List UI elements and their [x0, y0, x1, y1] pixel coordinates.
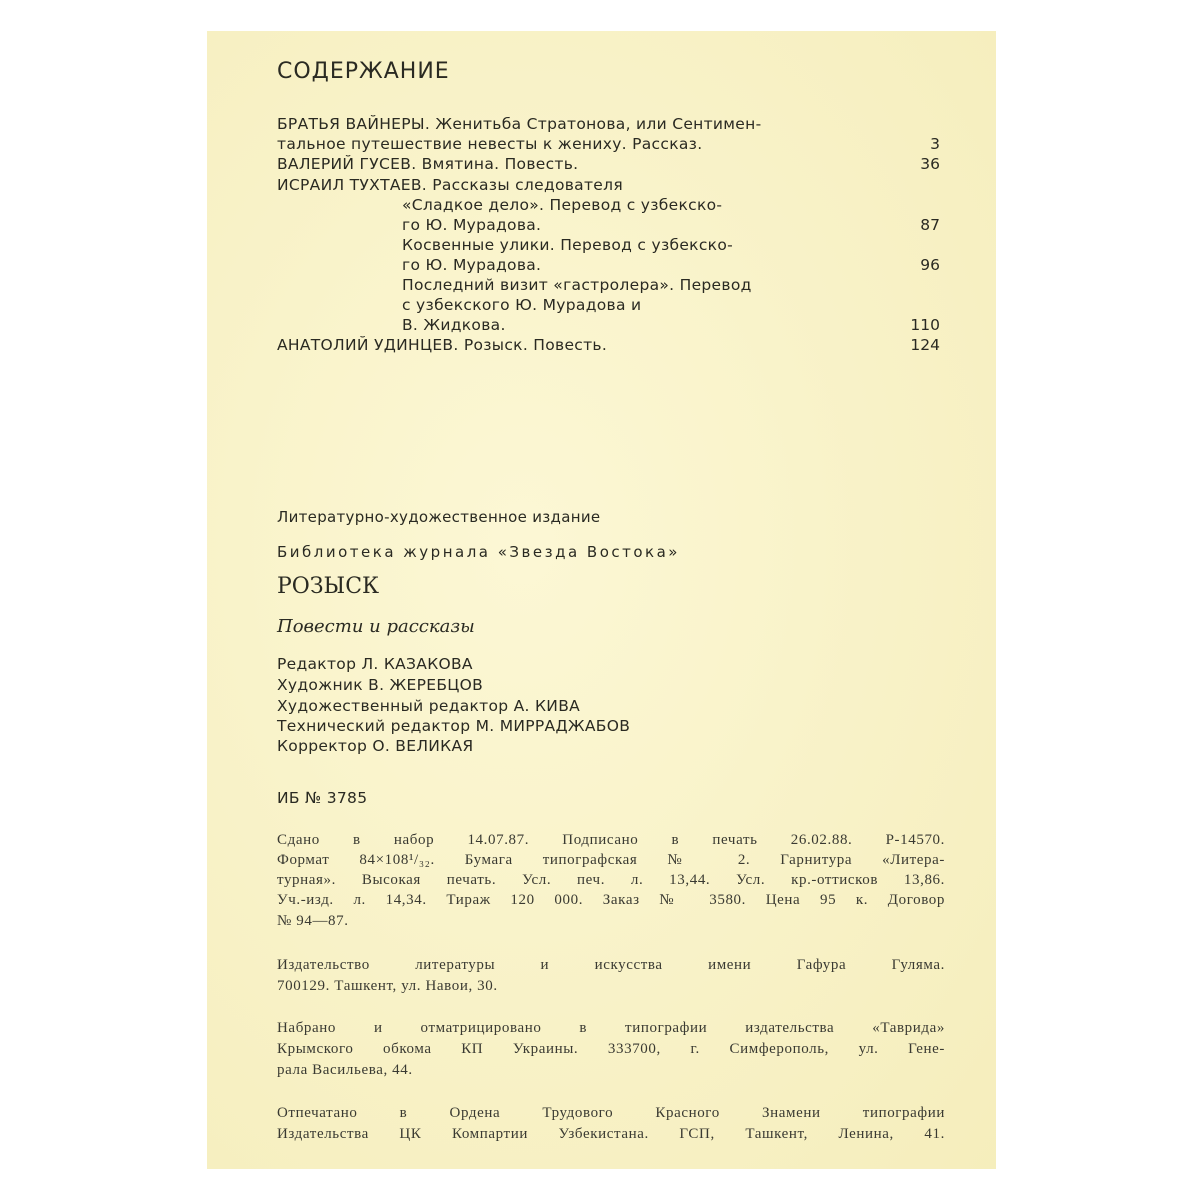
credit-line: Корректор О. ВЕЛИКАЯ — [277, 737, 474, 755]
toc-line: ВАЛЕРИЙ ГУСЕВ. Вмятина. Повесть. — [277, 155, 579, 173]
printed-line: Отпечатано в Ордена Трудового Красного Знамени типографии — [277, 1105, 945, 1121]
toc-page-number: 3 — [930, 135, 940, 153]
toc-line: го Ю. Мурадова. — [402, 216, 542, 234]
toc-page-number: 124 — [910, 336, 940, 354]
toc-line: БРАТЬЯ ВАЙНЕРЫ. Женитьба Стратонова, или Сентимен- — [277, 115, 762, 133]
typeset-line: рала Васильева, 44. — [277, 1062, 413, 1078]
print-details-line: Уч.-изд. л. 14,34. Тираж 120 000. Заказ № 3580. Цена 95 к. Договор — [277, 892, 945, 908]
credit-line: Художественный редактор А. КИВА — [277, 697, 581, 715]
toc-line: тальное путешествие невесты к жениху. Рассказ. — [277, 135, 703, 153]
book-subtitle: Повести и рассказы — [277, 616, 475, 637]
toc-page-number: 96 — [920, 256, 940, 274]
series-name: Библиотека журнала «Звезда Востока» — [277, 543, 680, 561]
book-page — [207, 31, 996, 1169]
toc-page-number: 36 — [920, 155, 940, 173]
toc-heading: СОДЕРЖАНИЕ — [277, 59, 450, 84]
toc-line: го Ю. Мурадова. — [402, 256, 542, 274]
typeset-line: Крымского обкома КП Украины. 333700, г. Симферополь, ул. Гене- — [277, 1041, 945, 1057]
typeset-line: Набрано и отматрицировано в типографии издательства «Таврида» — [277, 1020, 945, 1036]
publisher-line: 700129. Ташкент, ул. Навои, 30. — [277, 978, 498, 994]
print-details-line: Формат 84×108¹/₃₂. Бумага типографская № 2. Гарнитура «Литера- — [277, 852, 945, 868]
toc-page-number: 110 — [910, 316, 940, 334]
ib-number: ИБ № 3785 — [277, 789, 368, 807]
print-details-line: № 94—87. — [277, 913, 349, 929]
credit-line: Редактор Л. КАЗАКОВА — [277, 655, 473, 673]
toc-line: с узбекского Ю. Мурадова и — [402, 296, 642, 314]
credit-line: Технический редактор М. МИРРАДЖАБОВ — [277, 717, 631, 735]
toc-line: Последний визит «гастролера». Перевод — [402, 276, 752, 294]
credit-line: Художник В. ЖЕРЕБЦОВ — [277, 676, 484, 694]
toc-line: В. Жидкова. — [402, 316, 506, 334]
printed-line: Издательства ЦК Компартии Узбекистана. ГСП, Ташкент, Ленина, 41. — [277, 1126, 945, 1142]
toc-line: «Сладкое дело». Перевод с узбекско- — [402, 196, 723, 214]
toc-line: АНАТОЛИЙ УДИНЦЕВ. Розыск. Повесть. — [277, 336, 608, 354]
print-details-line: турная». Высокая печать. Усл. печ. л. 13,44. Усл. кр.-оттисков 13,86. — [277, 872, 945, 888]
book-title: РОЗЫСК — [277, 574, 380, 599]
print-details-line: Сдано в набор 14.07.87. Подписано в печать 26.02.88. Р-14570. — [277, 832, 945, 848]
toc-line: Косвенные улики. Перевод с узбекско- — [402, 236, 734, 254]
edition-genre: Литературно-художественное издание — [277, 508, 601, 526]
publisher-line: Издательство литературы и искусства имени Гафура Гуляма. — [277, 957, 945, 973]
toc-line: ИСРАИЛ ТУХТАЕВ. Рассказы следователя — [277, 176, 623, 194]
toc-page-number: 87 — [920, 216, 940, 234]
